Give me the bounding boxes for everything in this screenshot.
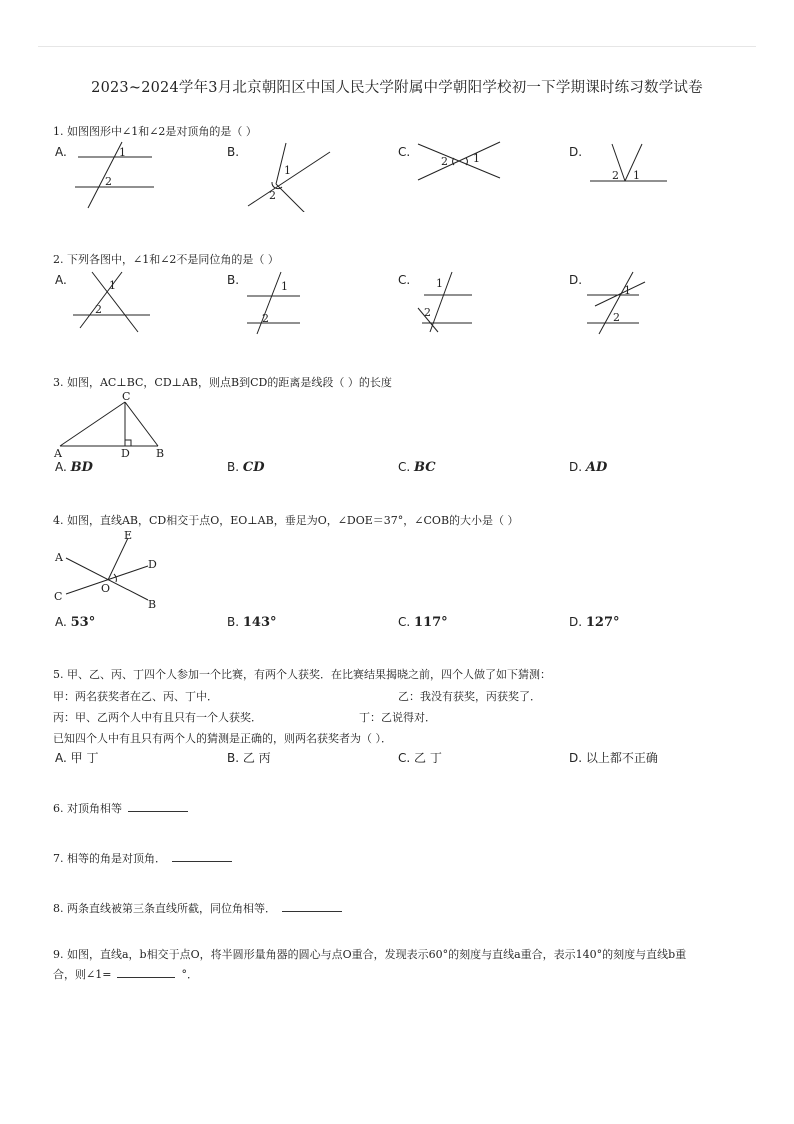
q2-figure-d	[585, 268, 657, 338]
q1d-angle-1-label: 1	[633, 169, 640, 182]
q3-option-c-value: BC	[414, 460, 436, 475]
q8-text: 8. 两条直线被第三条直线所截，同位角相等．	[53, 902, 276, 915]
page-title: 2023~2024学年3月北京朝阳区中国人民大学附属中学朝阳学校初一下学期课时练习数学试卷	[91, 80, 703, 96]
q4-point-e-label: E	[124, 529, 133, 542]
q2d-angle-1-label: 1	[624, 284, 631, 297]
q1b-angle-1-label: 1	[284, 164, 291, 177]
q6-text: 6. 对顶角相等	[53, 802, 122, 815]
question-7	[53, 850, 232, 866]
q1-figure-b	[240, 138, 340, 212]
q3-option-b-value: CD	[242, 460, 265, 475]
q5-guess-yi: 乙：我没有获奖，丙获奖了．	[398, 690, 541, 703]
q3-point-d-label: D	[121, 447, 130, 460]
q3-option-a[interactable]: A. BD	[55, 460, 93, 475]
q2c-angle-2-label: 2	[424, 306, 431, 319]
question-8	[53, 900, 342, 916]
q1a-angle-1-label: 1	[119, 146, 126, 159]
q3-point-a-label: A	[54, 447, 62, 460]
q1-figure-c	[412, 138, 507, 188]
q1-option-b-label[interactable]: B.	[227, 145, 240, 159]
q1d-angle-2-label: 2	[612, 169, 619, 182]
header-rule	[38, 46, 756, 47]
q1c-angle-1-label: 1	[473, 152, 480, 165]
q2a-angle-2-label: 2	[95, 303, 102, 316]
q2c-angle-1-label: 1	[436, 277, 443, 290]
q1-option-a-label[interactable]: A.	[55, 145, 67, 159]
q4-figure-lines	[50, 528, 170, 616]
q4-option-c[interactable]: C. 117°	[398, 615, 448, 630]
question-2-stem: 2. 下列各图中，∠1和∠2不是同位角的是（ ）	[53, 253, 279, 266]
q2-option-d-label[interactable]: D.	[569, 273, 583, 287]
q4-option-b[interactable]: B. 143°	[227, 615, 277, 630]
question-1-stem: 1. 如图图形中∠1和∠2是对顶角的是（ ）	[53, 125, 257, 138]
question-3-stem: 3. 如图，AC⊥BC，CD⊥AB，则点B到CD的距离是线段（ ）的长度	[53, 376, 392, 389]
q3-option-b[interactable]: B. CD	[227, 460, 265, 475]
q7-answer-blank[interactable]	[172, 851, 232, 862]
q4-point-a-label: A	[55, 551, 63, 564]
q3-point-c-label: C	[122, 390, 131, 403]
q5-option-a[interactable]: A. 甲 丁	[55, 751, 99, 765]
q4-point-c-label: C	[54, 590, 63, 603]
question-6	[53, 800, 188, 816]
q4-option-d[interactable]: D. 127°	[569, 615, 620, 630]
q1b-angle-2-label: 2	[269, 189, 276, 202]
q5-guess-ding: 丁：乙说得对．	[359, 711, 436, 724]
q2-figure-a	[70, 268, 155, 336]
q1-figure-a	[70, 140, 170, 212]
q5-known-condition: 已知四个人中有且只有两个人的猜测是正确的，则两名获奖者为（ ）．	[53, 732, 392, 745]
q4-option-a-value: 53°	[70, 615, 96, 630]
q3-option-a-value: BD	[70, 460, 93, 475]
q4-option-a[interactable]: A. 53°	[55, 615, 96, 630]
q1a-angle-2-label: 2	[105, 175, 112, 188]
q2b-angle-1-label: 1	[281, 280, 288, 293]
q9-answer-blank[interactable]	[117, 967, 175, 978]
q2-option-a-label[interactable]: A.	[55, 273, 67, 287]
q4-option-d-value: 127°	[585, 615, 620, 630]
q7-text: 7. 相等的角是对顶角．	[53, 852, 166, 865]
q2-option-c-label[interactable]: C.	[398, 273, 411, 287]
q5-guess-bing: 丙：甲、乙两个人中有且只有一个人获奖．	[53, 711, 262, 724]
q4-point-b-label: B	[148, 598, 157, 611]
q5-option-d[interactable]: D. 以上都不正确	[569, 751, 658, 765]
question-4-stem: 4. 如图，直线AB，CD相交于点O，EO⊥AB，垂足为O，∠DOE＝37°，∠COB的大小是（ ）	[53, 514, 519, 527]
q4-point-o-label: O	[101, 582, 111, 595]
q2-figure-b	[245, 268, 315, 338]
q9-line-1: 9. 如图，直线a，b相交于点O，将半圆形量角器的圆心与点O重合，发现表示60°的刻度与直线a重合，表示140°的刻度与直线b重	[53, 948, 687, 961]
q3-option-d[interactable]: D. AD	[569, 460, 608, 475]
q6-answer-blank[interactable]	[128, 801, 188, 812]
q5-guess-jia: 甲：两名获奖者在乙、丙、丁中．	[53, 690, 218, 703]
q8-answer-blank[interactable]	[282, 901, 342, 912]
q4-option-c-value: 117°	[414, 615, 448, 630]
q9-line-2: 合，则∠1= °．	[53, 968, 198, 981]
q5-option-b[interactable]: B. 乙 丙	[227, 751, 271, 765]
q2-figure-c	[412, 268, 480, 338]
q3-option-c[interactable]: C. BC	[398, 460, 436, 475]
q2-option-b-label[interactable]: B.	[227, 273, 240, 287]
q1c-angle-2-label: 2	[441, 155, 448, 168]
q3-figure-triangle	[52, 388, 172, 460]
q2a-angle-1-label: 1	[109, 279, 116, 292]
q4-point-d-label: D	[148, 558, 157, 571]
q1-option-d-label[interactable]: D.	[569, 145, 583, 159]
q1-figure-d	[585, 140, 675, 188]
q2b-angle-2-label: 2	[262, 312, 269, 325]
q2d-angle-2-label: 2	[613, 311, 620, 324]
q3-option-d-value: AD	[585, 460, 608, 475]
question-9	[53, 945, 743, 985]
q5-option-c[interactable]: C. 乙 丁	[398, 751, 442, 765]
q1-option-c-label[interactable]: C.	[398, 145, 411, 159]
q4-option-b-value: 143°	[242, 615, 277, 630]
question-5-stem: 5. 甲、乙、丙、丁四个人参加一个比赛，有两个人获奖．在比赛结果揭晓之前，四个人做了如下猜测：	[53, 668, 551, 681]
q3-point-b-label: B	[156, 447, 165, 460]
